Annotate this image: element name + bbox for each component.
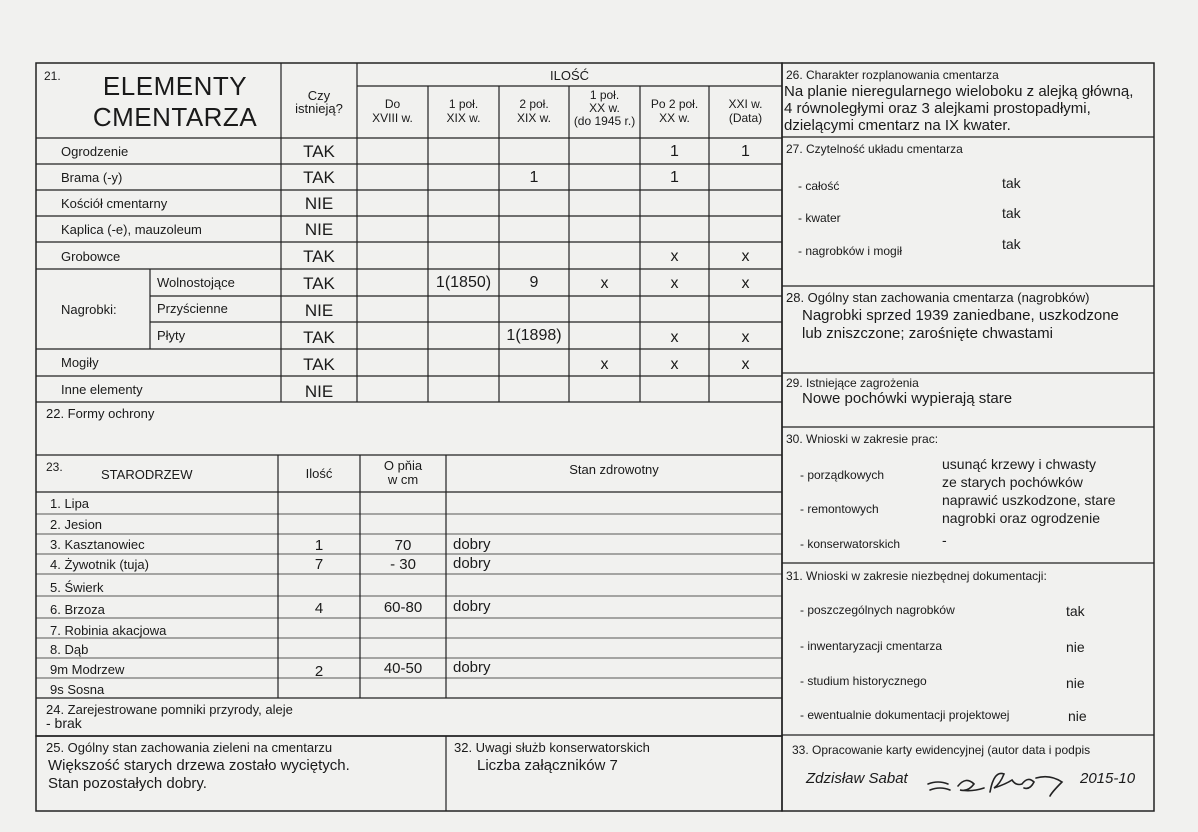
tree-girth-2: 70 [394, 537, 412, 554]
section-25-line2: Stan pozostałych dobry. [48, 775, 207, 792]
section-26-line2: 4 równoległymi oraz 3 alejkami prostopadłymi, [784, 100, 1091, 117]
s31-item-value-3: nie [1068, 708, 1087, 724]
s30-value-1b: ze starych pochówków [942, 474, 1083, 490]
exists-value-8: TAK [303, 355, 335, 374]
row-label-7: Płyty [157, 328, 186, 343]
s33-date: 2015-10 [1080, 770, 1136, 787]
s30-value-2b: nagrobki oraz ogrodzenie [942, 510, 1100, 526]
tree-health-2: dobry [453, 536, 491, 553]
nagrobki-label: Nagrobki: [61, 302, 117, 317]
s27-item-value-2: tak [1002, 236, 1021, 252]
tree-name-9: 9s Sosna [50, 682, 105, 697]
s33-author: Zdzisław Sabat [806, 770, 908, 787]
section-28-line1: Nagrobki sprzed 1939 zaniedbane, uszkodzone [802, 307, 1119, 324]
tree-count-3: 7 [314, 556, 324, 573]
s27-item-label-0: - całość [798, 179, 840, 193]
section-26-line3: dzielącymi cmentarz na IX kwater. [784, 117, 1011, 134]
row-label-2: Kościół cmentarny [61, 196, 168, 211]
section-27-label: 27. Czytelność układu cmentarza [786, 142, 963, 156]
period-header-0-l1: Do [384, 97, 401, 111]
period-header-4-l2: XX w. [659, 111, 690, 125]
tree-name-0: 1. Lipa [50, 496, 90, 511]
qty-4-5: x [741, 248, 750, 265]
tree-count-5: 4 [314, 600, 324, 617]
row-label-8: Mogiły [61, 355, 99, 370]
s31-item-value-2: nie [1066, 675, 1085, 691]
s27-item-label-1: - kwater [798, 211, 841, 225]
period-header-4-l1: Po 2 poł. [650, 97, 699, 111]
qty-5-5: x [741, 275, 750, 292]
col-girth-header-l1: O pňia [383, 458, 423, 473]
section-21-title-line1: ELEMENTY [102, 71, 248, 101]
section-21-number: 21. [44, 69, 61, 83]
qty-1-2: 1 [529, 169, 539, 186]
tree-name-5: 6. Brzoza [50, 602, 105, 617]
row-label-3: Kaplica (-e), mauzoleum [61, 222, 202, 237]
exists-value-6: NIE [304, 301, 334, 320]
exists-value-2: NIE [304, 194, 334, 213]
section-26-line1: Na planie nieregularnego wieloboku z alejką główną, [784, 83, 1134, 100]
tree-girth-3: - 30 [390, 556, 416, 573]
tree-name-3: 4. Żywotnik (tuja) [50, 557, 149, 572]
qty-7-2: 1(1898) [506, 327, 562, 344]
s31-item-value-0: tak [1066, 603, 1085, 619]
s31-item-label-0: - poszczególnych nagrobków [800, 603, 955, 617]
qty-8-3: x [600, 356, 609, 373]
tree-name-4: 5. Świerk [50, 580, 104, 595]
quantity-header: ILOŚĆ [549, 68, 589, 83]
section-32-label: 32. Uwagi służb konserwatorskich [454, 740, 650, 755]
tree-name-8: 9m Modrzew [50, 662, 125, 677]
exists-value-3: NIE [304, 220, 334, 239]
s30-item-1: - porządkowych [800, 468, 885, 482]
section-33-label: 33. Opracowanie karty ewidencyjnej (autor data i podpis [792, 743, 1091, 757]
section-28-label: 28. Ogólny stan zachowania cmentarza (nagrobków) [786, 290, 1090, 305]
col-health-header: Stan zdrowotny [569, 462, 659, 477]
exists-value-7: TAK [303, 328, 335, 347]
exists-header-line2: istnieją? [295, 101, 343, 116]
qty-5-1: 1(1850) [435, 274, 492, 291]
section-28-line2: lub zniszczone; zarośnięte chwastami [802, 325, 1053, 342]
section-21-title-line2: CMENTARZA [92, 102, 258, 132]
tree-health-3: dobry [453, 555, 491, 572]
period-header-1-l2: XIX w. [446, 111, 481, 125]
qty-8-4: x [670, 356, 679, 373]
tree-name-1: 2. Jesion [50, 517, 103, 532]
tree-name-6: 7. Robinia akacjowa [50, 623, 167, 638]
col-count-header: Ilość [305, 466, 333, 481]
qty-4-4: x [670, 248, 679, 265]
section-23-number: 23. [46, 460, 63, 474]
tree-girth-8: 40-50 [383, 660, 423, 677]
exists-value-4: TAK [303, 247, 335, 266]
tree-name-7: 8. Dąb [50, 642, 89, 657]
qty-1-4: 1 [670, 169, 679, 186]
s27-item-label-2: - nagrobków i mogił [798, 244, 903, 258]
col-girth-header-l2: w cm [387, 472, 419, 487]
qty-0-4: 1 [670, 143, 679, 160]
s30-value-3: - [942, 532, 947, 548]
s30-value-2a: naprawić uszkodzone, stare [942, 492, 1116, 508]
s27-item-value-1: tak [1002, 205, 1021, 221]
section-24-label: 24. Zarejestrowane pomniki przyrody, aleje [46, 702, 293, 717]
section-30-label: 30. Wnioski w zakresie prac: [786, 432, 939, 446]
section-29-value: Nowe pochówki wypierają stare [802, 390, 1013, 407]
section-26-label: 26. Charakter rozplanowania cmentarza [786, 68, 999, 82]
row-label-9: Inne elementy [61, 382, 143, 397]
qty-7-5: x [741, 329, 750, 346]
qty-8-5: x [741, 356, 750, 373]
row-label-1: Brama (-y) [61, 170, 123, 185]
exists-value-5: TAK [303, 274, 335, 293]
period-header-3-l1: 1 poł. [589, 88, 620, 102]
tree-name-2: 3. Kasztanowiec [50, 537, 145, 552]
row-label-6: Przyścienne [157, 301, 228, 316]
row-label-0: Ogrodzenie [61, 144, 129, 159]
section-32-value: Liczba załączników 7 [477, 757, 618, 774]
tree-health-8: dobry [453, 659, 491, 676]
qty-5-4: x [670, 275, 679, 292]
tree-count-2: 1 [314, 537, 324, 554]
section-25-label: 25. Ogólny stan zachowania zieleni na cmentarzu [46, 740, 333, 755]
exists-value-9: NIE [304, 382, 334, 401]
period-header-5-l2: (Data) [728, 111, 763, 125]
period-header-3-l2: XX w. [589, 101, 620, 115]
tree-health-5: dobry [453, 598, 491, 615]
exists-value-1: TAK [303, 168, 335, 187]
period-header-2-l1: 2 poł. [519, 97, 549, 111]
section-22-label: 22. Formy ochrony [46, 406, 155, 421]
row-label-4: Grobowce [61, 249, 121, 264]
period-header-1-l1: 1 poł. [448, 97, 479, 111]
period-header-5-l1: XXI w. [728, 97, 763, 111]
exists-value-0: TAK [303, 142, 335, 161]
s30-item-3: - konserwatorskich [800, 537, 901, 551]
section-31-label: 31. Wnioski w zakresie niezbędnej dokumentacji: [786, 569, 1047, 583]
period-header-3-l3: (do 1945 r.) [573, 114, 636, 128]
section-25-line1: Większość starych drzewa zostało wyciętych. [48, 757, 350, 774]
section-29-label: 29. Istniejące zagrożenia [786, 376, 919, 390]
s31-item-value-1: nie [1066, 639, 1085, 655]
s27-item-value-0: tak [1002, 175, 1021, 191]
tree-count-8: 2 [314, 663, 324, 680]
s30-item-2: - remontowych [800, 502, 879, 516]
qty-7-4: x [670, 329, 679, 346]
period-header-2-l2: XIX w. [516, 111, 551, 125]
exists-header-line1: Czy [307, 88, 331, 103]
qty-0-5: 1 [741, 143, 750, 160]
section-23-title: STARODRZEW [101, 467, 193, 482]
s31-item-label-1: - inwentaryzacji cmentarza [800, 639, 943, 653]
s30-value-1a: usunąć krzewy i chwasty [942, 456, 1097, 472]
s31-item-label-3: - ewentualnie dokumentacji projektowej [800, 708, 1010, 722]
qty-5-3: x [600, 275, 609, 292]
period-header-0-l2: XVIII w. [372, 111, 413, 125]
tree-girth-5: 60-80 [383, 599, 423, 616]
s31-item-label-2: - studium historycznego [800, 674, 927, 688]
section-24-value: - brak [46, 715, 82, 731]
handwritten-signature [924, 762, 1074, 802]
row-label-5: Wolnostojące [157, 275, 235, 290]
qty-5-2: 9 [529, 274, 539, 291]
